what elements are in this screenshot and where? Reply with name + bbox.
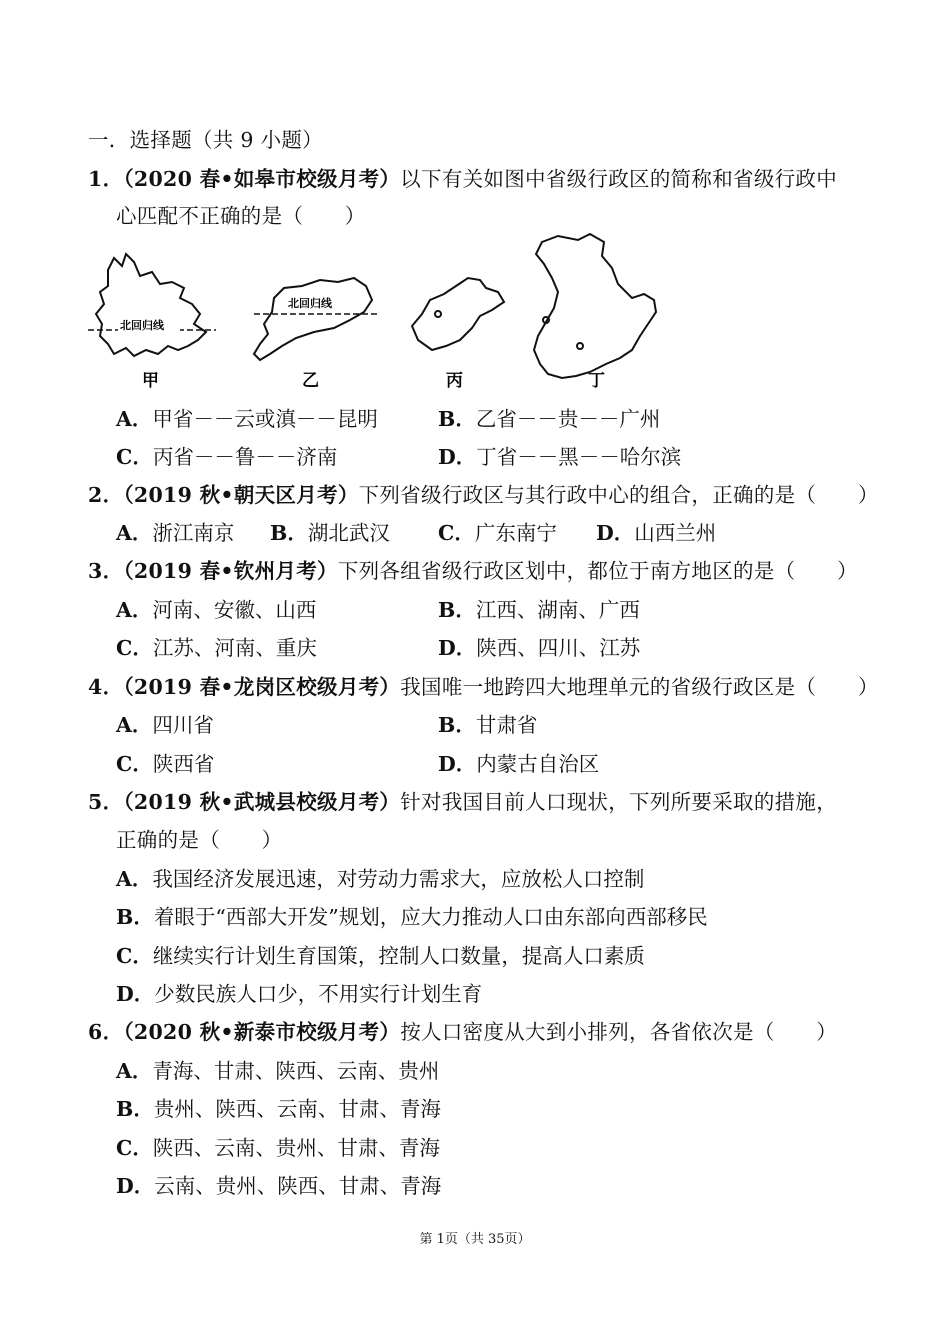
figure-label-jia: 甲 xyxy=(142,371,159,391)
option-a[interactable]: A．甲省－－云或滇－－昆明 xyxy=(116,407,378,431)
province-maps xyxy=(88,228,688,398)
option-d[interactable]: D．内蒙古自治区 xyxy=(438,752,600,776)
question-6-stem: 6．（2020 秋•新泰市校级月考）按人口密度从大到小排列，各省依次是（ ） xyxy=(88,1020,838,1044)
figure-label-yi: 乙 xyxy=(302,371,319,391)
option-a[interactable]: A．四川省 xyxy=(116,713,214,737)
question-text: 以下有关如图中省级行政区的简称和省级行政中 xyxy=(400,167,838,191)
option-a[interactable]: A．青海、甘肃、陕西、云南、贵州 xyxy=(116,1059,440,1083)
map-heilongjiang xyxy=(534,234,656,378)
option-a[interactable]: A．浙江南京 xyxy=(116,521,235,545)
option-b[interactable]: B．湖北武汉 xyxy=(270,521,390,545)
option-d[interactable]: D．山西兰州 xyxy=(596,521,717,545)
option-c[interactable]: C．江苏、河南、重庆 xyxy=(116,636,317,660)
option-a[interactable]: A．河南、安徽、山西 xyxy=(116,598,317,622)
question-2-stem: 2．（2019 秋•朝天区月考）下列省级行政区与其行政中心的组合，正确的是（ ） xyxy=(88,483,879,507)
question-number: 1． xyxy=(88,167,124,191)
question-5-stem-cont: 正确的是（ ） xyxy=(116,828,283,852)
figure-label-ding: 丁 xyxy=(588,371,605,391)
tropic-label-2: 北回归线 xyxy=(288,297,332,310)
option-c[interactable]: C．陕西省 xyxy=(116,752,215,776)
option-b[interactable]: B．着眼于“西部大开发”规划，应大力推动人口由东部向西部移民 xyxy=(116,905,708,929)
question-source: （2020 春•如皋市校级月考） xyxy=(123,167,401,191)
page-footer: 第 1页（共 35页） xyxy=(419,1232,531,1247)
option-b[interactable]: B．江西、湖南、广西 xyxy=(438,598,640,622)
option-b[interactable]: B．贵州、陕西、云南、甘肃、青海 xyxy=(116,1097,441,1121)
option-c[interactable]: C．继续实行计划生育国策，控制人口数量，提高人口素质 xyxy=(116,944,645,968)
question-3-stem: 3．（2019 春•钦州月考）下列各组省级行政区划中，都位于南方地区的是（ ） xyxy=(88,559,858,583)
tropic-label: 北回归线 xyxy=(120,319,164,332)
province-outline-figures xyxy=(88,228,688,398)
option-d[interactable]: D．少数民族人口少，不用实行计划生育 xyxy=(116,982,483,1006)
question-1-stem-cont: 心匹配不正确的是（ ） xyxy=(116,204,366,228)
option-c[interactable]: C．丙省－－鲁－－济南 xyxy=(116,445,338,469)
option-d[interactable]: D．陕西、四川、江苏 xyxy=(438,636,641,660)
section-title: 一．选择题（共 9 小题） xyxy=(88,128,323,152)
option-a[interactable]: A．我国经济发展迅速，对劳动力需求大，应放松人口控制 xyxy=(116,867,645,891)
option-c[interactable]: C．广东南宁 xyxy=(438,521,557,545)
map-guangdong xyxy=(254,278,378,360)
option-d[interactable]: D．云南、贵州、陕西、甘肃、青海 xyxy=(116,1174,442,1198)
map-shandong xyxy=(412,278,504,350)
option-d[interactable]: D．丁省－－黑－－哈尔滨 xyxy=(438,445,682,469)
option-c[interactable]: C．陕西、云南、贵州、甘肃、青海 xyxy=(116,1136,440,1160)
question-5-stem: 5．（2019 秋•武城县校级月考）针对我国目前人口现状，下列所要采取的措施， xyxy=(88,790,838,814)
figure-label-bing: 丙 xyxy=(446,371,463,391)
option-b[interactable]: B．甘肃省 xyxy=(438,713,538,737)
question-4-stem: 4．（2019 春•龙岗区校级月考）我国唯一地跨四大地理单元的省级行政区是（ ） xyxy=(88,675,879,699)
question-1-stem xyxy=(88,165,837,193)
option-b[interactable]: B．乙省－－贵－－广州 xyxy=(438,407,661,431)
map-yunnan xyxy=(88,254,216,356)
